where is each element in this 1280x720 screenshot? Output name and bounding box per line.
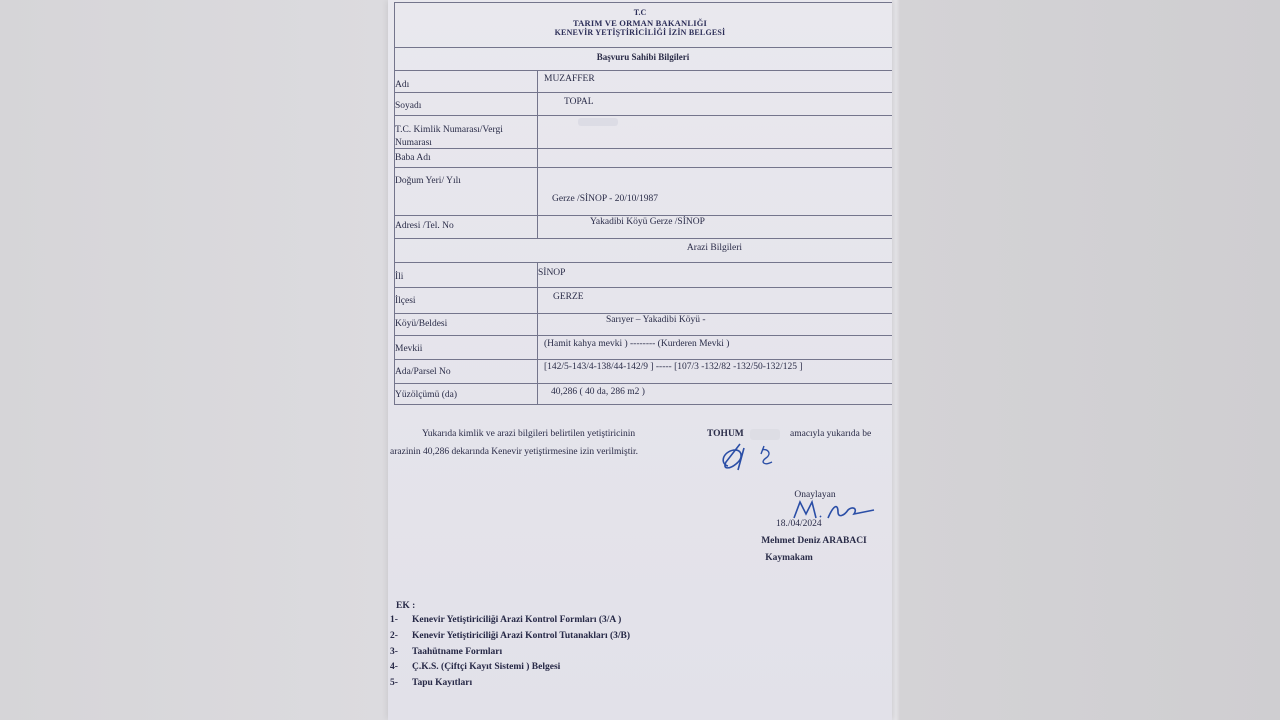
value-locality: (Hamit kahya mevki ) -------- (Kurderen Mevki ) — [544, 339, 730, 349]
value-village: Sarıyer – Yakadibi Köyü - — [606, 315, 706, 325]
attachment-item — [390, 662, 560, 672]
attachment-text: Kenevir Yetiştiriciliği Arazi Kontrol Tutanakları (3/B) — [412, 631, 631, 641]
attachment-item — [390, 615, 621, 625]
divider — [394, 115, 892, 116]
column-divider — [537, 70, 538, 238]
official-name: Mehmet Deniz ARABACI — [761, 536, 867, 546]
value-address: Yakadibi Köyü Gerze /SİNOP — [590, 217, 705, 227]
attachment-item — [390, 678, 472, 688]
attachment-number: 2- — [390, 631, 398, 641]
value-area: 40,286 ( 40 da, 286 m2 ) — [551, 387, 645, 397]
label-address-phone: Adresi /Tel. No — [395, 221, 454, 231]
column-divider — [537, 262, 538, 404]
divider — [394, 148, 892, 149]
redaction-mark — [578, 118, 618, 126]
divider — [394, 262, 892, 263]
attachments-title: EK : — [396, 601, 416, 611]
divider — [394, 70, 892, 71]
attachment-text: Kenevir Yetiştiriciliği Arazi Kontrol Formları (3/A ) — [412, 615, 622, 625]
label-name: Adı — [395, 80, 410, 90]
label-birth-place-year: Doğum Yeri/ Yılı — [395, 176, 461, 186]
label-locality: Mevkii — [395, 344, 423, 354]
attachment-text: Taahütname Formları — [412, 647, 503, 657]
table-border-top — [394, 2, 892, 3]
label-area: Yüzölçümü (da) — [395, 390, 457, 400]
attachment-item — [390, 631, 630, 641]
document-title: KENEVİR YETİŞTİRİCİLİĞİ İZİN BELGESİ — [554, 28, 726, 37]
divider — [394, 287, 892, 288]
divider — [394, 313, 892, 314]
value-district: GERZE — [553, 292, 584, 302]
attachment-item — [390, 647, 502, 657]
divider — [394, 238, 892, 239]
approval-date: 18./04/2024 — [776, 519, 822, 529]
ministry-name: TARIM VE ORMAN BAKANLIĞI — [572, 18, 708, 28]
statement-line2: arazinin 40,286 dekarında Kenevir yetiştirmesine izin verilmiştir. — [390, 447, 638, 457]
official-title: Kaymakam — [765, 553, 813, 563]
divider — [394, 335, 892, 336]
label-village: Köyü/Beldesi — [395, 319, 448, 329]
attachment-number: 4- — [390, 662, 398, 672]
section-title-applicant: Başvuru Sahibi Bilgileri — [596, 52, 690, 62]
attachment-text: Ç.K.S. (Çiftçi Kayıt Sistemi ) Belgesi — [412, 662, 561, 672]
label-id-number-line2: Numarası — [395, 138, 432, 148]
handwritten-initials — [714, 436, 794, 476]
divider — [394, 215, 892, 216]
label-province: İli — [395, 272, 404, 282]
label-district: İlçesi — [395, 296, 416, 306]
table-border-bottom — [394, 404, 892, 405]
value-surname: TOPAL — [564, 97, 594, 107]
label-surname: Soyadı — [395, 101, 422, 111]
label-id-number-line1: T.C. Kimlik Numarası/Vergi — [395, 125, 503, 135]
statement-line1-start: Yukarıda kimlik ve arazi bilgileri belirtilen yetiştiricinin — [422, 429, 636, 439]
permit-document — [388, 0, 892, 720]
divider — [394, 47, 892, 48]
divider — [394, 383, 892, 384]
attachment-number: 3- — [390, 647, 398, 657]
label-parcel-no: Ada/Parsel No — [395, 367, 451, 377]
label-father-name: Baba Adı — [395, 153, 431, 163]
divider — [394, 92, 892, 93]
header-tc: T.C — [633, 8, 647, 17]
attachment-text: Tapu Kayıtları — [412, 678, 473, 688]
divider — [394, 359, 892, 360]
approved-by-label: Onaylayan — [794, 490, 836, 500]
attachment-number: 5- — [390, 678, 398, 688]
value-province: SİNOP — [538, 268, 566, 278]
statement-line1-end: amacıyla yukarıda be — [790, 429, 872, 439]
value-parcel-no: [142/5-143/4-138/44-142/9 ] ----- [107/3 -132/82 -132/50-132/125 ] — [544, 362, 803, 372]
statement-purpose: TOHUM — [707, 429, 744, 439]
value-birth-place-year: Gerze /SİNOP - 20/10/1987 — [552, 194, 658, 204]
divider — [394, 167, 892, 168]
value-name: MUZAFFER — [544, 74, 595, 84]
section-title-land: Arazi Bilgileri — [686, 243, 743, 253]
attachment-number: 1- — [390, 615, 398, 625]
